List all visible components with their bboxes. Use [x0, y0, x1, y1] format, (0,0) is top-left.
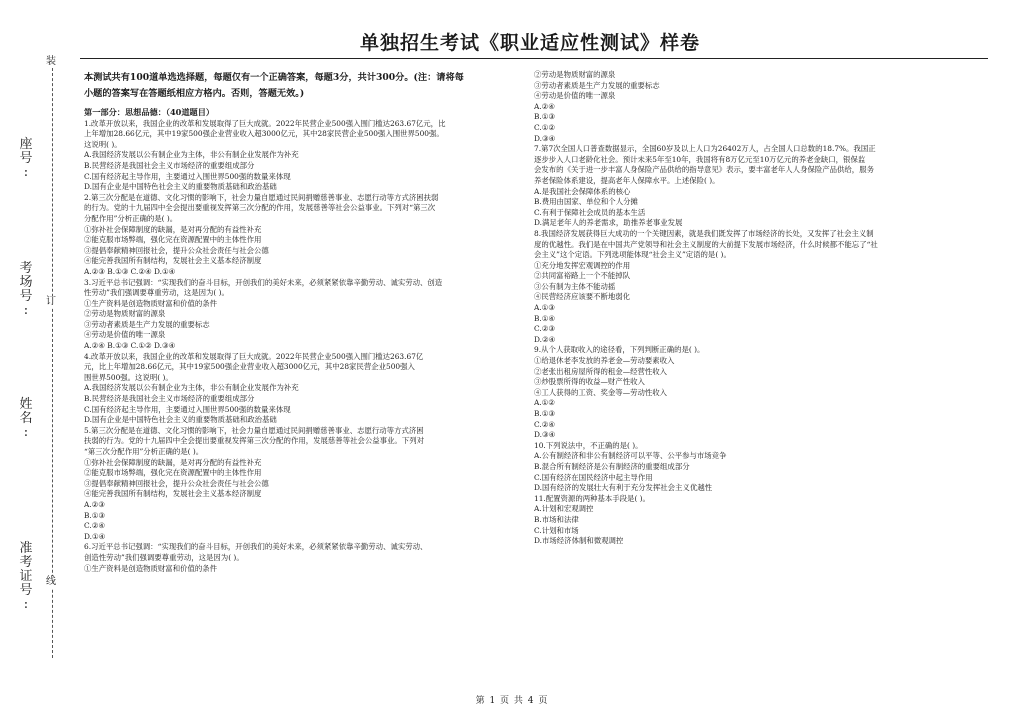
question-line: 10.下列说法中，不正确的是( )。: [534, 440, 643, 450]
question-line: 7.第7次全国人口普查数据显示，全国60岁及以上人口为26402万人，占全国人口总数的18.7%。我国正: [534, 144, 876, 154]
question-line: 3.习近平总书记强调：“实现我们的奋斗目标，开创我们的美好未来，必须紧紧依靠辛勤劳动、诚实劳动、创造: [84, 277, 443, 287]
question-line: A.我国经济发展以公有制企业为主体，非公有制企业发展作为补充: [84, 383, 299, 393]
question-line: ③劳动者素质是生产力发展的重要标志: [84, 319, 210, 329]
question-line: “第三次分配作用”分析正确的是( )。: [84, 447, 204, 456]
question-line: ③提倡奉献精神回报社会，提升公众社会责任与社会公德: [84, 245, 269, 255]
question-line: C.有利于保障社会成员的基本生活: [534, 207, 646, 217]
question-line: B.①③: [534, 112, 556, 122]
question-line: C.国有经济起主导作用，主要通过入围世界500强的数量来体现: [84, 171, 291, 181]
right-question-list: [534, 70, 954, 547]
question-line: D.国有经济的发展壮大有利于充分发挥社会主义优越性: [534, 483, 712, 493]
question-line: 2.第三次分配是在道德、文化习惯的影响下，社会力量自愿通过民间捐赠慈善事业、志愿行动等方式济困扶弱: [84, 192, 439, 202]
question-line: 上年增加28.66亿元，其中19家500强企业营业收入超3000亿元，其中28家民营企业500强入围世界500强。: [84, 129, 444, 139]
question-line: A.②④: [534, 101, 555, 111]
question-line: D.③④: [534, 430, 556, 440]
question-line: 养老保险体系建设，提高老年人保障水平。上述保险( )。: [534, 175, 720, 185]
question-line: 8.我国经济发展获得巨大成功的一个关键因素，就是我们既发挥了市场经济的长处，又发挥了社会主义制: [534, 228, 874, 238]
question-line: 6.习近平总书记强调：“实现我们的奋斗目标，开创我们的美好未来，必须紧紧依靠辛勤劳动、诚实劳动、: [84, 542, 428, 552]
question-line: 11.配置资源的两种基本手段是( )。: [534, 493, 650, 503]
exam-instructions: [84, 70, 524, 102]
question-line: ②共同富裕路上一个不能掉队: [534, 271, 631, 281]
left-column: [84, 70, 524, 574]
question-line: B.①④: [534, 313, 556, 323]
question-line: B.民营经济是我国社会主义市场经济的重要组成部分: [84, 160, 255, 170]
binding-word-zhuang: 装: [46, 56, 56, 67]
question-line: ④劳动是价值的唯一源泉: [84, 330, 166, 340]
question-line: C.国有经济在国民经济中起主导作用: [534, 472, 653, 482]
question-line: A.计划和宏观调控: [534, 504, 594, 514]
question-line: D.②④: [534, 334, 556, 344]
question-line: 创造性劳动”我们强调要尊重劳动，这是因为( )。: [84, 552, 244, 562]
question-line: B.费用由国家、单位和个人分摊: [534, 197, 638, 207]
question-line: C.国有经济起主导作用，主要通过入围世界500强的数量来体现: [84, 404, 291, 414]
question-line: B.民营经济是我国社会主义市场经济的重要组成部分: [84, 394, 255, 404]
admission-number-label: 准 考 证 号 :: [19, 541, 33, 612]
question-line: ③劳动者素质是生产力发展的重要标志: [534, 80, 660, 90]
question-line: ①弥补社会保障制度的缺漏，是对再分配的有益性补充: [84, 457, 262, 467]
question-line: 会发布的《关于进一步丰富人身保险产品供给的指导意见》表示，要丰富老年人人身保险产品供给，服务: [534, 165, 874, 175]
question-line: ①给退休老李发放的养老金—劳动要素收入: [534, 356, 675, 366]
question-line: 围世界500强。这说明( )。: [84, 372, 173, 382]
question-line: B.市场和法律: [534, 514, 579, 524]
question-line: A.②③ B.①③ C.②④ D.①④: [84, 266, 176, 276]
page-number: 第 1 页 共 4 页: [475, 696, 549, 706]
question-line: 分配作用”分析正确的是( )。: [84, 213, 178, 223]
question-line: C.②④: [534, 419, 555, 429]
question-line: ③炒股票所得的收益—财产性收入: [534, 377, 645, 387]
question-line: 扶弱的行为。党的十九届四中全会提出要重视发挥第三次分配的作用，发展慈善等社会公益事业。下列对: [84, 436, 424, 446]
title-divider: [80, 58, 988, 59]
question-line: A.①③: [534, 303, 555, 313]
binding-word-ding: 订: [46, 296, 56, 307]
question-line: 这说明( )。: [84, 139, 122, 149]
question-line: ③公有制为主体不能动摇: [534, 281, 616, 291]
question-line: D.①④: [84, 531, 106, 541]
question-line: A.②④ B.①③ C.①② D.③④: [84, 341, 176, 351]
question-line: ②老张出租房屋所得的租金—经营性收入: [534, 366, 668, 376]
question-line: D.国有企业是中国特色社会主义的重要物质基础和政治基础: [84, 415, 277, 425]
question-line: ①生产资料是创造物质财富和价值的条件: [84, 563, 218, 573]
question-line: B.①③: [84, 510, 106, 520]
binding-dashed-line: [52, 58, 53, 658]
question-line: ②能克服市场弊端，强化完在资源配置中的主体性作用: [84, 468, 262, 478]
question-line: A.是我国社会保障体系的核心: [534, 186, 631, 196]
question-line: D.市场经济体制和微观调控: [534, 536, 624, 546]
question-line: ①充分地发挥宏观调控的作用: [534, 260, 631, 270]
seat-number-label: 座 号 :: [19, 137, 33, 180]
question-line: 4.改革开放以来，我国企业的改革和发展取得了巨大成就。2022年民营企业500强入围门槛达263.67亿: [84, 351, 424, 361]
question-line: B.混合所有制经济是公有制经济的重要组成部分: [534, 461, 690, 471]
question-line: B.①③: [534, 409, 556, 418]
name-label: 姓 名 :: [19, 397, 33, 440]
question-line: ②劳动是物质财富的源泉: [534, 70, 616, 79]
question-line: C.②④: [84, 521, 105, 531]
question-line: ①生产资料是创造物质财富和价值的条件: [84, 298, 218, 308]
instruction-line: 本测试共有100道单选选择题，每题仅有一个正确答案，每题3分，共计300分。(注：请将每: [84, 72, 464, 83]
question-line: ④民营经济应该要不断地弱化: [534, 292, 631, 302]
section-heading: 第一部分：思想品德：（40道题目）: [84, 107, 215, 117]
question-line: 5.第三次分配是在道德、文化习惯的影响下，社会力量自愿通过民间捐赠慈善事业、志愿行动等方式济困: [84, 425, 424, 435]
instruction-line: 小题的答案写在答题纸相应方格内。否则，答题无效。): [84, 88, 305, 99]
question-line: 9.从个人获取收入的途径看，下列判断正确的是( )。: [534, 345, 705, 355]
question-line: D.满足老年人的养老需求，助推养老事业发展: [534, 218, 683, 228]
question-line: ②能克服市场弊端，强化完在资源配置中的主体性作用: [84, 235, 262, 245]
question-line: ②劳动是物质财富的源泉: [84, 309, 166, 319]
left-question-list: [84, 119, 524, 575]
question-line: ④劳动是价值的唯一源泉: [534, 91, 616, 101]
question-line: 性劳动”我们强调要尊重劳动，这是因为( )。: [84, 288, 229, 298]
question-line: D.国有企业是中国特色社会主义的重要物质基础和政治基础: [84, 182, 277, 192]
right-column: [534, 70, 954, 547]
question-line: A.我国经济发展以公有制企业为主体，非公有制企业发展作为补充: [84, 150, 299, 160]
question-line: ③提倡奉献精神回报社会，提升公众社会责任与社会公德: [84, 478, 269, 488]
question-line: 的行为。党的十九届四中全会提出要重视发挥第三次分配的作用，发展慈善等社会公益事业。下列对“第三次: [84, 203, 436, 213]
binding-word-xian: 线: [46, 576, 56, 587]
binding-margin: [0, 0, 80, 723]
question-line: ④能完善我国所有制结构，发展社会主义基本经济制度: [84, 256, 262, 266]
question-line: 度的优越性。我们是在中国共产党领导和社会主义制度的大前提下发展市场经济，什么时候都不能忘了“社: [534, 239, 878, 249]
question-line: C.②③: [534, 324, 555, 334]
question-line: C.①②: [534, 122, 555, 132]
question-line: ①弥补社会保障制度的缺漏，是对再分配的有益性补充: [84, 224, 262, 234]
question-line: 元，比上年增加28.66亿元，其中19家500强企业营业收入超3000亿元，其中28家民营企业500强入: [84, 362, 415, 372]
question-line: ④工人获得的工资、奖金等—劳动性收入: [534, 387, 668, 397]
question-line: A.公有制经济和非公有制经济可以平等、公平参与市场竞争: [534, 451, 727, 461]
question-line: ④能完善我国所有制结构，发展社会主义基本经济制度: [84, 489, 262, 499]
exam-room-label: 考 场 号 :: [19, 261, 33, 318]
question-line: 1.改革开放以来，我国企业的改革和发展取得了巨大成就。2022年民营企业500强入围门槛达263.67亿元，比: [84, 118, 446, 128]
question-line: D.③④: [534, 133, 556, 143]
question-line: A.②③: [84, 499, 105, 509]
question-line: 逐步步入人口老龄化社会。预计未来5年至10年，我国将有8万亿元至10万亿元的养老金缺口，银保监: [534, 154, 866, 164]
question-line: C.计划和市场: [534, 525, 579, 535]
question-line: A.①②: [534, 398, 555, 408]
page-title: 单独招生考试《职业适应性测试》样卷: [359, 32, 700, 54]
question-line: 会主义”这个定语。下列选项能体现“社会主义”定语的是( )。: [534, 250, 731, 260]
